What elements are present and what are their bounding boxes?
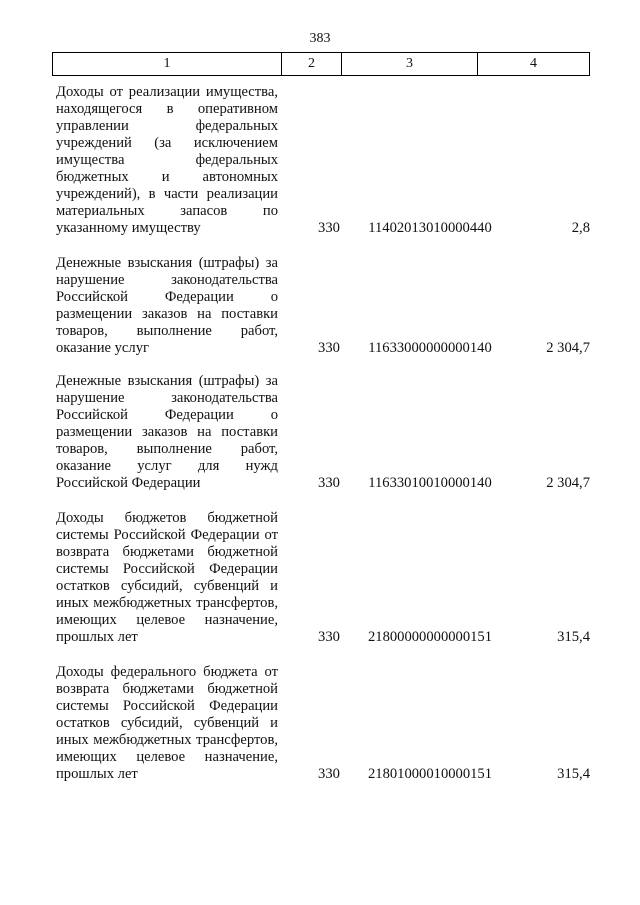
header-col-4: 4: [477, 53, 589, 75]
page-number: 383: [309, 31, 331, 46]
row-description: Денежные взыскания (штрафы) за нарушение законодательства Российской Федерации о размещении заказов на поставки товаров, выполнение работ, оказание услуг: [56, 255, 278, 356]
table-header: [52, 52, 590, 76]
row-description: Доходы от реализации имущества, находящегося в оперативном управлении федеральных учреждений (за исключением имущества федеральных бюджетных и автономных учреждений), в части реализации материальных запасов по указанному имуществу: [56, 84, 278, 236]
row-description: Доходы бюджетов бюджетной системы Российской Федерации от возврата бюджетами бюджетной системы Российской Федерации остатков субсидий, субвенций и иных межбюджетных трансфертов, имеющих целевое назначение, прошлых лет: [56, 510, 278, 645]
table-row: [56, 664, 590, 783]
row-amount: 2 304,7: [546, 340, 590, 356]
table-row: [56, 255, 590, 357]
header-col-3: 3: [341, 53, 477, 75]
row-kbk-code: 11402013010000440: [368, 220, 492, 236]
header-col-1: 1: [163, 56, 171, 71]
row-admin-code: 330: [318, 629, 340, 645]
row-amount: 2,8: [571, 220, 590, 236]
table-row: [56, 373, 590, 492]
row-amount: 315,4: [557, 629, 590, 645]
row-admin-code: 330: [318, 340, 340, 356]
row-amount: 2 304,7: [546, 475, 590, 491]
row-kbk-code: 21800000000000151: [367, 629, 493, 645]
row-description: Денежные взыскания (штрафы) за нарушение законодательства Российской Федерации о размещении заказов на поставки товаров, выполнение работ, оказание услуг для нужд Российской Федерации: [56, 373, 278, 491]
row-admin-code: 330: [318, 475, 340, 491]
table-body: [56, 84, 590, 801]
table-row: [56, 510, 590, 646]
row-kbk-code: 11633000000000140: [368, 340, 492, 356]
row-kbk-code: 21801000010000151: [367, 766, 493, 782]
row-admin-code: 330: [318, 220, 340, 236]
row-admin-code: 330: [318, 766, 340, 782]
header-col-2: 2: [281, 53, 341, 75]
row-amount: 315,4: [557, 766, 590, 782]
table-row: [56, 84, 590, 237]
row-kbk-code: 11633010010000140: [368, 475, 492, 491]
row-description: Доходы федерального бюджета от возврата бюджетами бюджетной системы Российской Федерации остатков субсидий, субвенций и иных межбюджетных трансфертов, имеющих целевое назначение, прошлых лет: [56, 664, 278, 782]
